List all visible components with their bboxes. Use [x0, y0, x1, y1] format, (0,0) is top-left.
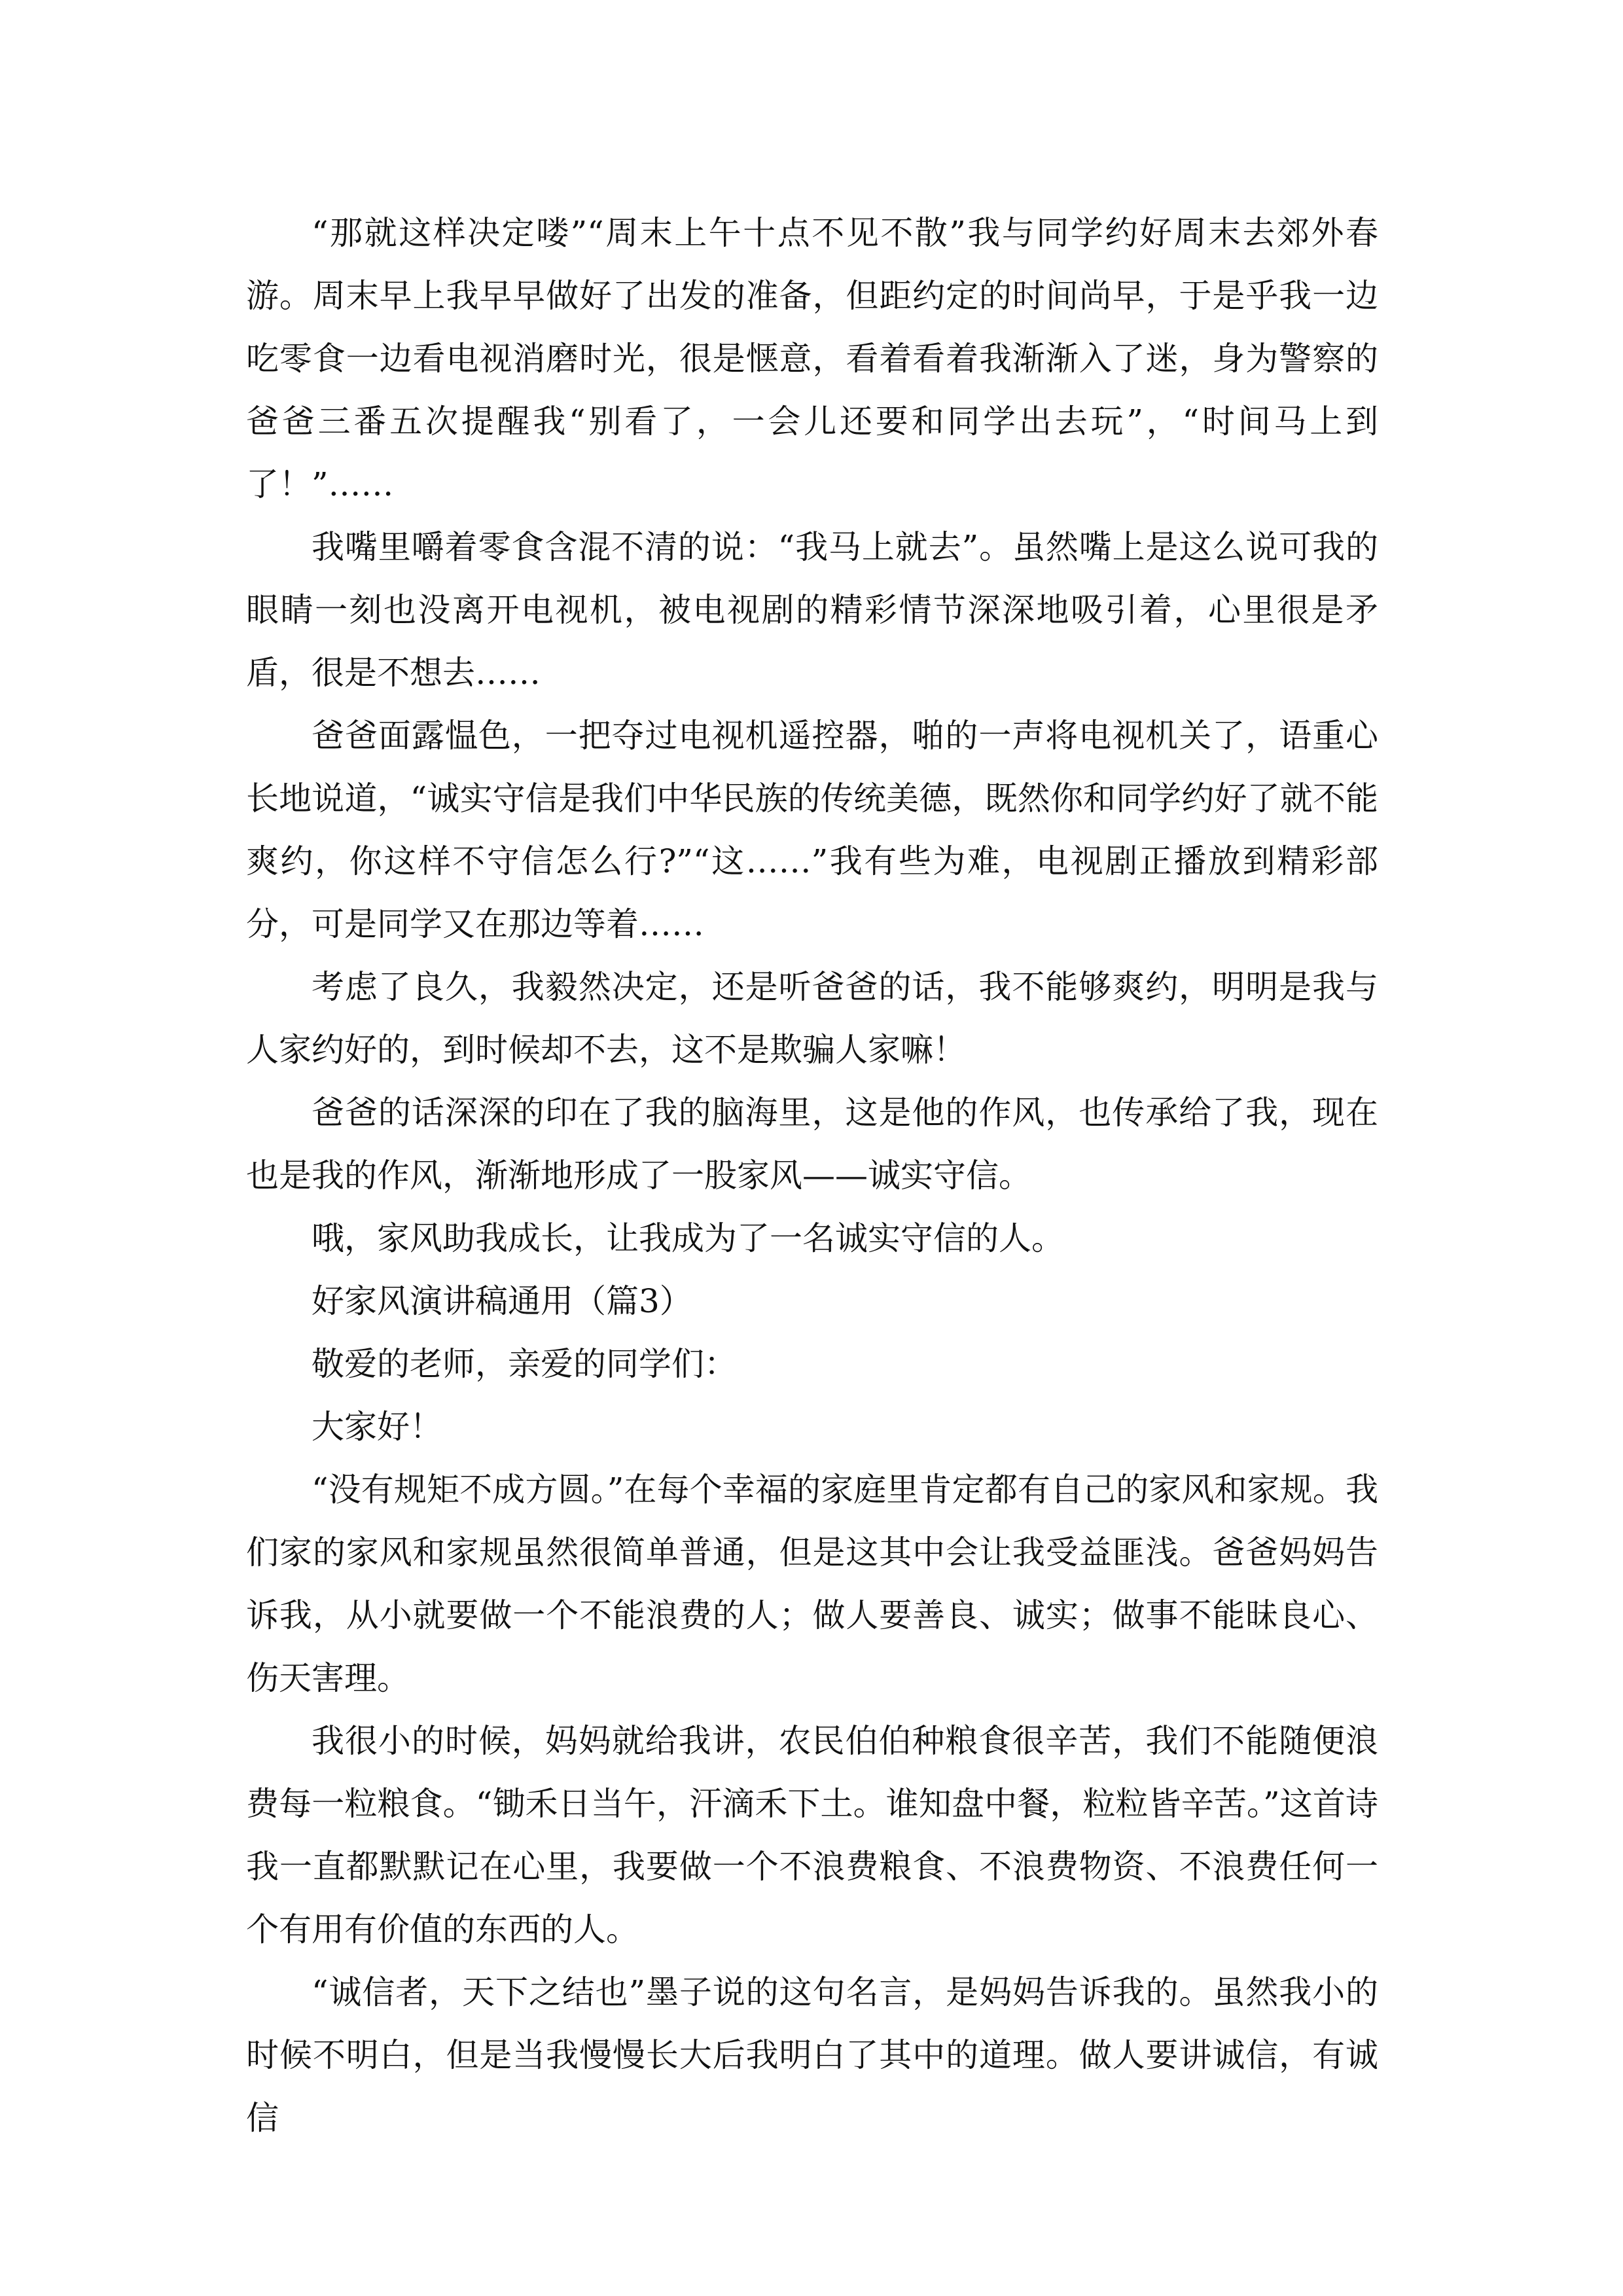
salutation: 敬爱的老师，亲爱的同学们：	[312, 1345, 737, 1383]
greeting: 大家好！	[312, 1408, 442, 1446]
document-body	[246, 202, 1378, 2149]
paragraph-6: 哦，家风助我成长，让我成为了一名诚实守信的人。	[312, 1219, 1064, 1257]
paragraph-9: “诚信者，天下之结也”墨子说的这句名言，是妈妈告诉我的。虽然我小的时候不明白，但是当我慢慢长大后我明白了其中的道理。做人要讲诚信，有诚信	[246, 1973, 1378, 2137]
paragraph-8: 我很小的时候，妈妈就给我讲，农民伯伯种粮食很辛苦，我们不能随便浪费每一粒粮食。“锄禾日当午，汗滴禾下土。谁知盘中餐，粒粒皆辛苦。”这首诗我一直都默默记在心里，我要做一个不浪费粮食、不浪费物资、不浪费任何一个有用有价值的东西的人。	[246, 1722, 1378, 1948]
paragraph-3: 爸爸面露愠色，一把夺过电视机遥控器，啪的一声将电视机关了，语重心长地说道，“诚实守信是我们中华民族的传统美德，既然你和同学约好了就不能爽约，你这样不守信怎么行?”“这……”我有些为难，电视剧正播放到精彩部分，可是同学又在那边等着……	[246, 717, 1378, 943]
paragraph-4: 考虑了良久，我毅然决定，还是听爸爸的话，我不能够爽约，明明是我与人家约好的，到时候却不去，这不是欺骗人家嘛！	[246, 968, 1378, 1069]
section-title: 好家风演讲稿通用（篇3）	[312, 1282, 692, 1320]
paragraph-2: 我嘴里嚼着零食含混不清的说：“我马上就去”。虽然嘴上是这么说可我的眼睛一刻也没离开电视机，被电视剧的精彩情节深深地吸引着，心里很是矛盾，很是不想去……	[246, 528, 1378, 692]
paragraph-1: “那就这样决定喽”“周末上午十点不见不散”我与同学约好周末去郊外春游。周末早上我早早做好了出发的准备，但距约定的时间尚早，于是乎我一边吃零食一边看电视消磨时光，很是惬意，看着看着我渐渐入了迷，身为警察的爸爸三番五次提醒我“别看了，一会儿还要和同学出去玩”，“时间马上到了！”……	[246, 214, 1378, 503]
paragraph-7: “没有规矩不成方圆。”在每个幸福的家庭里肯定都有自己的家风和家规。我们家的家风和家规虽然很简单普通，但是这其中会让我受益匪浅。爸爸妈妈告诉我，从小就要做一个不能浪费的人；做人要善良、诚实；做事不能昧良心、伤天害理。	[246, 1471, 1378, 1697]
paragraph-5: 爸爸的话深深的印在了我的脑海里，这是他的作风，也传承给了我，现在也是我的作风，渐渐地形成了一股家风——诚实守信。	[246, 1094, 1378, 1194]
